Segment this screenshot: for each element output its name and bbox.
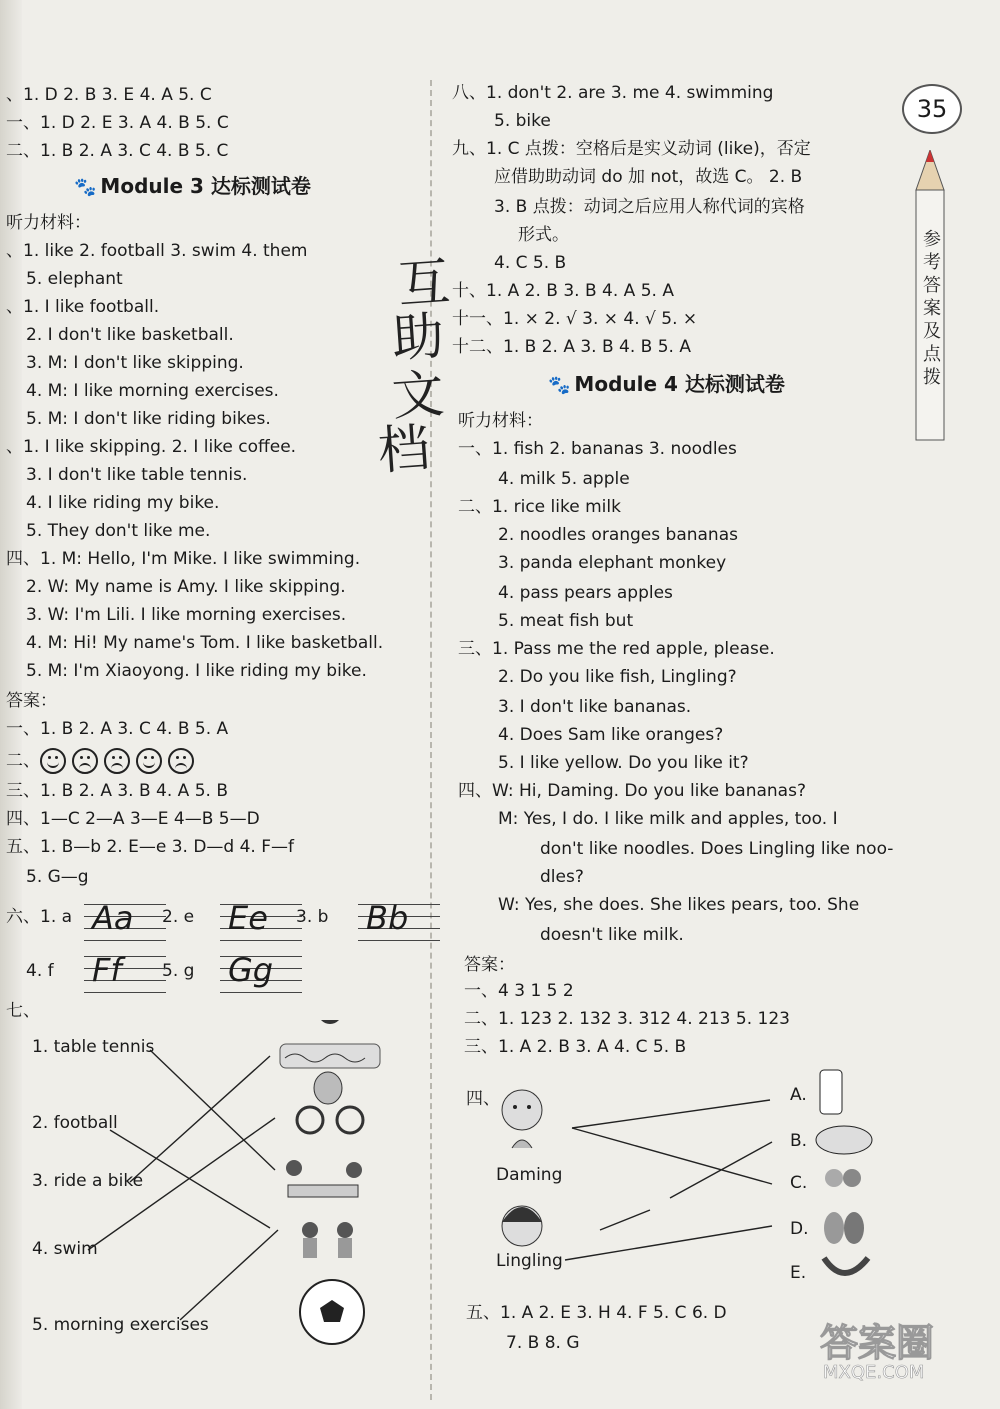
answer-line: doesn't like milk. (540, 925, 684, 945)
answer-line: 六、1. a (6, 907, 73, 927)
football-picture (300, 1280, 364, 1344)
answer-line: 4. milk 5. apple (498, 469, 630, 489)
answer-line: 二、1. rice like milk (458, 497, 621, 517)
answer-line: 5. g (162, 961, 195, 981)
answer-line: 五、1. B—b 2. E—e 3. D—d 4. F—f (6, 837, 295, 857)
answer-line: don't like noodles. Does Lingling like noo- (540, 839, 894, 859)
answer-line: dles? (540, 867, 584, 887)
answer-line: 形式。 (518, 225, 569, 245)
answer-line: 3. W: I'm Lili. I like morning exercises. (26, 605, 347, 625)
handwritten-char: 互 (395, 252, 453, 316)
answer-line: 听力材料： (458, 411, 543, 431)
answer-line: 5. M: I'm Xiaoyong. I like riding my bike. (26, 661, 367, 681)
table-tennis-picture (286, 1160, 362, 1197)
noodles-bowl-picture (816, 1126, 872, 1154)
answer-line: 一、4 3 1 5 2 (464, 981, 574, 1001)
paw-icon: 🐾 (74, 177, 97, 198)
answer-line: 四、 (466, 1089, 500, 1109)
answer-line: 5. M: I don't like riding bikes. (26, 409, 271, 429)
answer-line: 3. I don't like table tennis. (26, 465, 248, 485)
answer-line: 3. b (296, 907, 329, 927)
fruit-bowl-picture (825, 1169, 861, 1187)
answer-line: 七、 (6, 1001, 40, 1021)
answer-line: 、1. I like football. (6, 297, 160, 317)
sad-face-icon (168, 748, 194, 774)
answer-line: 、1. I like skipping. 2. I like coffee. (6, 437, 297, 457)
answer-line: 4. M: I like morning exercises. (26, 381, 279, 401)
answer-line: 三、1. Pass me the red apple, please. (458, 639, 775, 659)
answer-line: 4. f (26, 961, 54, 981)
answer-line: 一、1. fish 2. bananas 3. noodles (458, 439, 737, 459)
letter-writing-box (220, 946, 302, 994)
letter-writing-box (220, 894, 302, 942)
answer-line: 、1. like 2. football 3. swim 4. them (6, 241, 308, 261)
watermark-text: 答案圈 (820, 1321, 935, 1365)
bananas-picture (824, 1258, 868, 1273)
answer-line: 十、1. A 2. B 3. B 4. A 5. A (452, 281, 674, 301)
answer-line: 答案： (464, 955, 515, 975)
answer-line: 四、1—C 2—A 3—E 4—B 5—D (6, 809, 260, 829)
answer-line: 三、1. B 2. A 3. B 4. A 5. B (6, 781, 228, 801)
answer-line: 、1. D 2. B 3. E 4. A 5. C (6, 85, 212, 105)
answer-line: 2. e (162, 907, 195, 927)
option-label: D. (790, 1219, 809, 1239)
module3-title: 🐾 Module 3 达标测试卷 (74, 174, 311, 198)
sad-face-icon (104, 748, 130, 774)
handwritten-char: 文 (389, 364, 447, 428)
person-label: Lingling (496, 1251, 563, 1271)
answer-line: 4. pass pears apples (498, 583, 673, 603)
letter-writing-box (358, 894, 440, 942)
lingling-face-picture (502, 1206, 542, 1246)
handwritten-char: 助 (389, 306, 447, 370)
answer-line: 4. M: Hi! My name's Tom. I like basketball. (26, 633, 384, 653)
answer-line: 二、1. B 2. A 3. C 4. B 5. C (6, 141, 229, 161)
person-label: Daming (496, 1165, 563, 1185)
match-label: 4. swim (32, 1239, 98, 1259)
smiley-face-icon (136, 748, 162, 774)
match-label: 5. morning exercises (32, 1315, 209, 1335)
answer-line: 十一、1. × 2. √ 3. × 4. √ 5. × (452, 309, 698, 329)
option-label: C. (790, 1173, 808, 1193)
answer-line: 3. M: I don't like skipping. (26, 353, 244, 373)
answer-line: 2. noodles oranges bananas (498, 525, 738, 545)
letter-writing-box (84, 946, 166, 994)
answer-line: 应借助助动词 do 加 not，故选 C。 2. B (494, 167, 803, 187)
answer-line: 2. I don't like basketball. (26, 325, 234, 345)
handwritten-letter: Aa (92, 899, 134, 937)
answer-line: 一、1. D 2. E 3. A 4. B 5. C (6, 113, 229, 133)
answer-line: 2. W: My name is Amy. I like skipping. (26, 577, 346, 597)
answer-line: 5. They don't like me. (26, 521, 211, 541)
answer-line: 二、1. 123 2. 132 3. 312 4. 213 5. 123 (464, 1009, 790, 1029)
swimming-picture (280, 1020, 380, 1068)
morning-exercises-picture (302, 1222, 353, 1258)
option-label: A. (790, 1085, 807, 1105)
option-label: E. (790, 1263, 807, 1283)
option-label: B. (790, 1131, 808, 1151)
answer-line: 5. meat fish but (498, 611, 634, 631)
paw-icon: 🐾 (548, 375, 571, 396)
answer-line: 四、1. M: Hello, I'm Mike. I like swimming. (6, 549, 361, 569)
answer-line: 4. I like riding my bike. (26, 493, 220, 513)
answer-line: 4. C 5. B (494, 253, 567, 273)
cat-riding-bike-picture (297, 1072, 363, 1133)
pears-picture (824, 1212, 864, 1244)
answer-line: 三、1. A 2. B 3. A 4. C 5. B (464, 1037, 687, 1057)
answer-line: 听力材料： (6, 213, 91, 233)
answer-line: 十二、1. B 2. A 3. B 4. B 5. A (452, 337, 691, 357)
answer-line: 3. panda elephant monkey (498, 553, 727, 573)
faces-row: 二、 (6, 748, 200, 774)
answer-line: M: Yes, I do. I like milk and apples, too. I (498, 809, 838, 829)
answer-line: 5. bike (494, 111, 551, 131)
answer-line: 4. Does Sam like oranges? (498, 725, 724, 745)
handwritten-letter: Bb (366, 899, 409, 937)
module4-title: 🐾 Module 4 达标测试卷 (548, 372, 785, 396)
answer-line: 3. B 点拨：动词之后应用人称代词的宾格 (494, 197, 805, 217)
smiley-face-icon (40, 748, 66, 774)
match-label: 1. table tennis (32, 1037, 155, 1057)
answer-line: 八、1. don't 2. are 3. me 4. swimming (452, 83, 774, 103)
match-label: 2. football (32, 1113, 118, 1133)
answer-line: W: Yes, she does. She likes pears, too. She (498, 895, 860, 915)
answer-line: 3. I don't like bananas. (498, 697, 692, 717)
answer-line: 5. I like yellow. Do you like it? (498, 753, 749, 773)
letter-writing-box (84, 894, 166, 942)
page-number-badge: 35 (902, 84, 962, 134)
answer-line: 九、1. C 点拨：空格后是实义动词 (like)，否定 (452, 139, 811, 159)
answer-line: 答案： (6, 691, 57, 711)
watermark-url: MXQE.COM (823, 1362, 925, 1383)
handwritten-char: 档 (375, 418, 433, 482)
answer-line: 5. G—g (26, 867, 89, 887)
answer-line: 2. Do you like fish, Lingling? (498, 667, 737, 687)
answer-line: 四、W: Hi, Daming. Do you like bananas? (458, 781, 806, 801)
daming-face-picture (502, 1090, 542, 1148)
answer-line: 一、1. B 2. A 3. C 4. B 5. A (6, 719, 229, 739)
answer-line: 五、1. A 2. E 3. H 4. F 5. C 6. D (466, 1303, 727, 1323)
answer-line: 7. B 8. G (506, 1333, 580, 1353)
handwritten-letter: Ee (228, 899, 268, 937)
answer-line: 5. elephant (26, 269, 123, 289)
milk-bottle-picture (820, 1070, 842, 1114)
match-label: 3. ride a bike (32, 1171, 144, 1191)
handwritten-letter: Gg (228, 951, 274, 989)
side-label: 参考答案及点拨 (923, 229, 941, 388)
handwritten-letter: Ff (92, 951, 122, 989)
sad-face-icon (72, 748, 98, 774)
